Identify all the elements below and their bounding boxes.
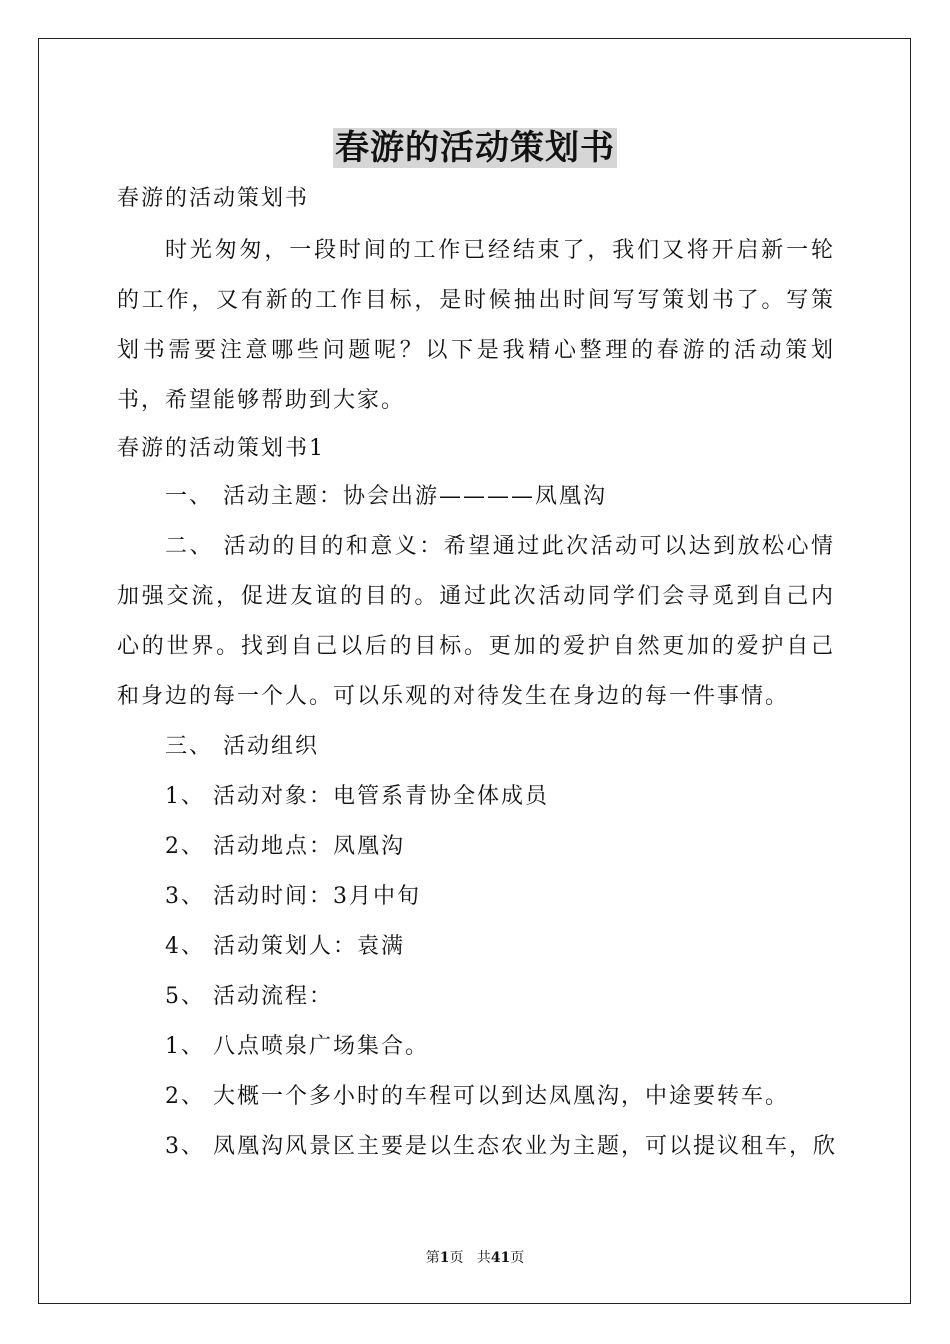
list-item-number: 1、 bbox=[165, 784, 205, 809]
total-prefix: 共 bbox=[476, 1250, 491, 1266]
list-item-text: 大概一个多小时的车程可以到达凤凰沟，中途要转车。 bbox=[213, 1084, 790, 1109]
list-item-text: 活动地点：凤凰沟 bbox=[213, 834, 406, 859]
page-footer bbox=[0, 1247, 950, 1267]
list-item-text: 活动流程： bbox=[213, 984, 334, 1009]
page-suffix: 页 bbox=[449, 1250, 464, 1266]
section-title: 春游的活动策划书1 bbox=[117, 436, 325, 461]
list-item bbox=[117, 922, 835, 972]
list-item bbox=[117, 772, 835, 822]
list-item-number: 4、 bbox=[165, 934, 205, 959]
list-item-text: 活动主题：协会出游————凤凰沟 bbox=[223, 484, 608, 509]
page-number: 1 bbox=[439, 1250, 450, 1266]
list-item-text: 活动策划人：袁满 bbox=[213, 934, 406, 959]
list-item-number: 2、 bbox=[165, 1084, 205, 1109]
list-item-number: 3、 bbox=[165, 884, 205, 909]
list-item-number: 一、 bbox=[165, 484, 214, 509]
document-subtitle: 春游的活动策划书 bbox=[117, 186, 310, 211]
document-title-text: 春游的活动策划书 bbox=[335, 128, 615, 168]
list-item-number: 三、 bbox=[165, 734, 214, 759]
list-item-text: 活动时间：3月中旬 bbox=[213, 884, 421, 909]
list-item-number: 3、 bbox=[165, 1134, 205, 1159]
purpose-paragraph: 二、 活动的目的和意义：希望通过此次活动可以达到放松心情加强交流，促进友谊的目的。通过此次活动同学们会寻觅到自己内心的世界。找到自己以后的目标。更加的爱护自然更加的爱护自己和身边的每一个人。可以乐观的对待发生在身边的每一件事情。 bbox=[117, 534, 835, 709]
list-item bbox=[117, 472, 835, 522]
total-suffix: 页 bbox=[510, 1250, 525, 1266]
list-item bbox=[117, 1122, 838, 1172]
list-item-text: 活动对象：电管系青协全体成员 bbox=[213, 784, 550, 809]
page-prefix: 第 bbox=[425, 1250, 440, 1266]
total-pages: 41 bbox=[490, 1250, 511, 1266]
list-item bbox=[117, 822, 835, 872]
list-item bbox=[117, 1072, 835, 1122]
document-body bbox=[117, 180, 838, 1172]
list-item-text: 凤凰沟风景区主要是以生态农业为主题，可以提议租车，欣 bbox=[213, 1134, 838, 1159]
list-item-text: 活动组织 bbox=[223, 734, 320, 759]
list-item-number: 1、 bbox=[165, 1034, 205, 1059]
document-title bbox=[0, 126, 950, 170]
list-item bbox=[117, 972, 835, 1022]
list-item-number: 5、 bbox=[165, 984, 205, 1009]
list-item-text: 八点喷泉广场集合。 bbox=[213, 1034, 430, 1059]
intro-paragraph: 时光匆匆，一段时间的工作已经结束了，我们又将开启新一轮的工作，又有新的工作目标，是时候抽出时间写写策划书了。写策划书需要注意哪些问题呢？以下是我精心整理的春游的活动策划书，希望能够帮助到大家。 bbox=[117, 238, 835, 413]
list-item bbox=[117, 722, 835, 772]
list-item bbox=[117, 1022, 835, 1072]
list-item-number: 2、 bbox=[165, 834, 205, 859]
list-item bbox=[117, 872, 835, 922]
